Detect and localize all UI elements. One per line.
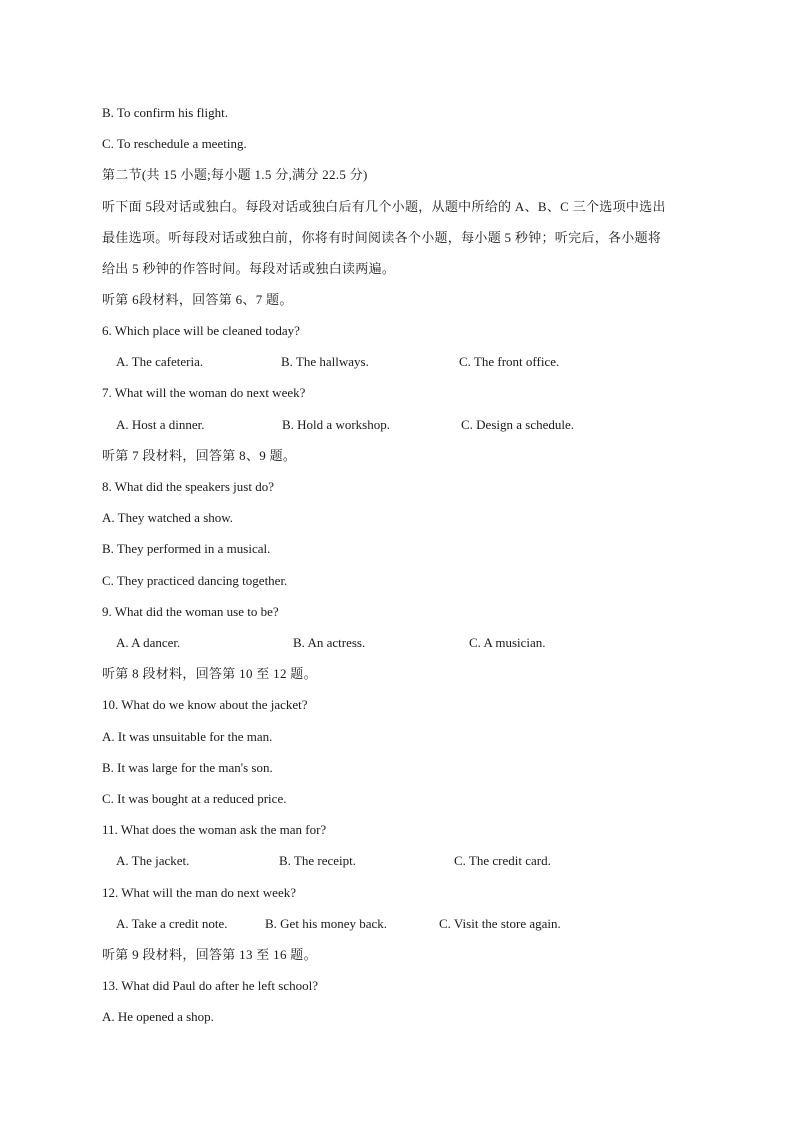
option-line: C. To reschedule a meeting. (102, 136, 247, 151)
instruction-line: 给出 5 秒钟的作答时间。每段对话或独白读两遍。 (102, 261, 396, 276)
instruction-line: 听下面 5段对话或独白。每段对话或独白后有几个小题，从题中所给的 A、B、C 三个选项中选出 (102, 199, 666, 214)
option: B. Get his money back. (265, 916, 388, 931)
option: C. The front office. (459, 354, 560, 369)
option: A. Take a credit note. (116, 916, 228, 931)
option: C. Visit the store again. (439, 916, 561, 931)
option: C. A musician. (469, 635, 546, 650)
option: C. The credit card. (454, 853, 551, 868)
option: A. The jacket. (116, 853, 190, 868)
question: 8. What did the speakers just do? (102, 479, 274, 494)
instruction-line: 最佳选项。听每段对话或独白前，你将有时间阅读各个小题，每小题 5 秒钟；听完后，各小题将 (102, 230, 662, 245)
option: B. Hold a workshop. (282, 417, 390, 432)
option-line: C. They practiced dancing together. (102, 573, 288, 588)
option-line: A. They watched a show. (102, 510, 234, 525)
question: 7. What will the woman do next week? (102, 385, 306, 400)
option-line: B. To confirm his flight. (102, 105, 228, 120)
option: B. The hallways. (281, 354, 369, 369)
material-heading: 听第 7 段材料，回答第 8、9 题。 (102, 448, 297, 463)
option: A. The cafeteria. (116, 354, 204, 369)
question: 9. What did the woman use to be? (102, 604, 279, 619)
option: B. An actress. (293, 635, 366, 650)
option-line: B. They performed in a musical. (102, 541, 271, 556)
question: 6. Which place will be cleaned today? (102, 323, 300, 338)
option-line: A. He opened a shop. (102, 1009, 214, 1024)
option-line: B. It was large for the man's son. (102, 760, 273, 775)
question: 11. What does the woman ask the man for? (102, 822, 327, 837)
material-heading: 听第 6段材料，回答第 6、7 题。 (102, 292, 293, 307)
option: B. The receipt. (279, 853, 357, 868)
section-title: 第二节(共 15 小题;每小题 1.5 分,满分 22.5 分) (102, 167, 368, 182)
option: A. Host a dinner. (116, 417, 205, 432)
question: 13. What did Paul do after he left school? (102, 978, 319, 993)
question: 10. What do we know about the jacket? (102, 697, 308, 712)
material-heading: 听第 9 段材料，回答第 13 至 16 题。 (102, 947, 317, 962)
option: A. A dancer. (116, 635, 181, 650)
option: C. Design a schedule. (461, 417, 575, 432)
option-line: A. It was unsuitable for the man. (102, 729, 273, 744)
material-heading: 听第 8 段材料，回答第 10 至 12 题。 (102, 666, 317, 681)
question: 12. What will the man do next week? (102, 885, 296, 900)
option-line: C. It was bought at a reduced price. (102, 791, 287, 806)
